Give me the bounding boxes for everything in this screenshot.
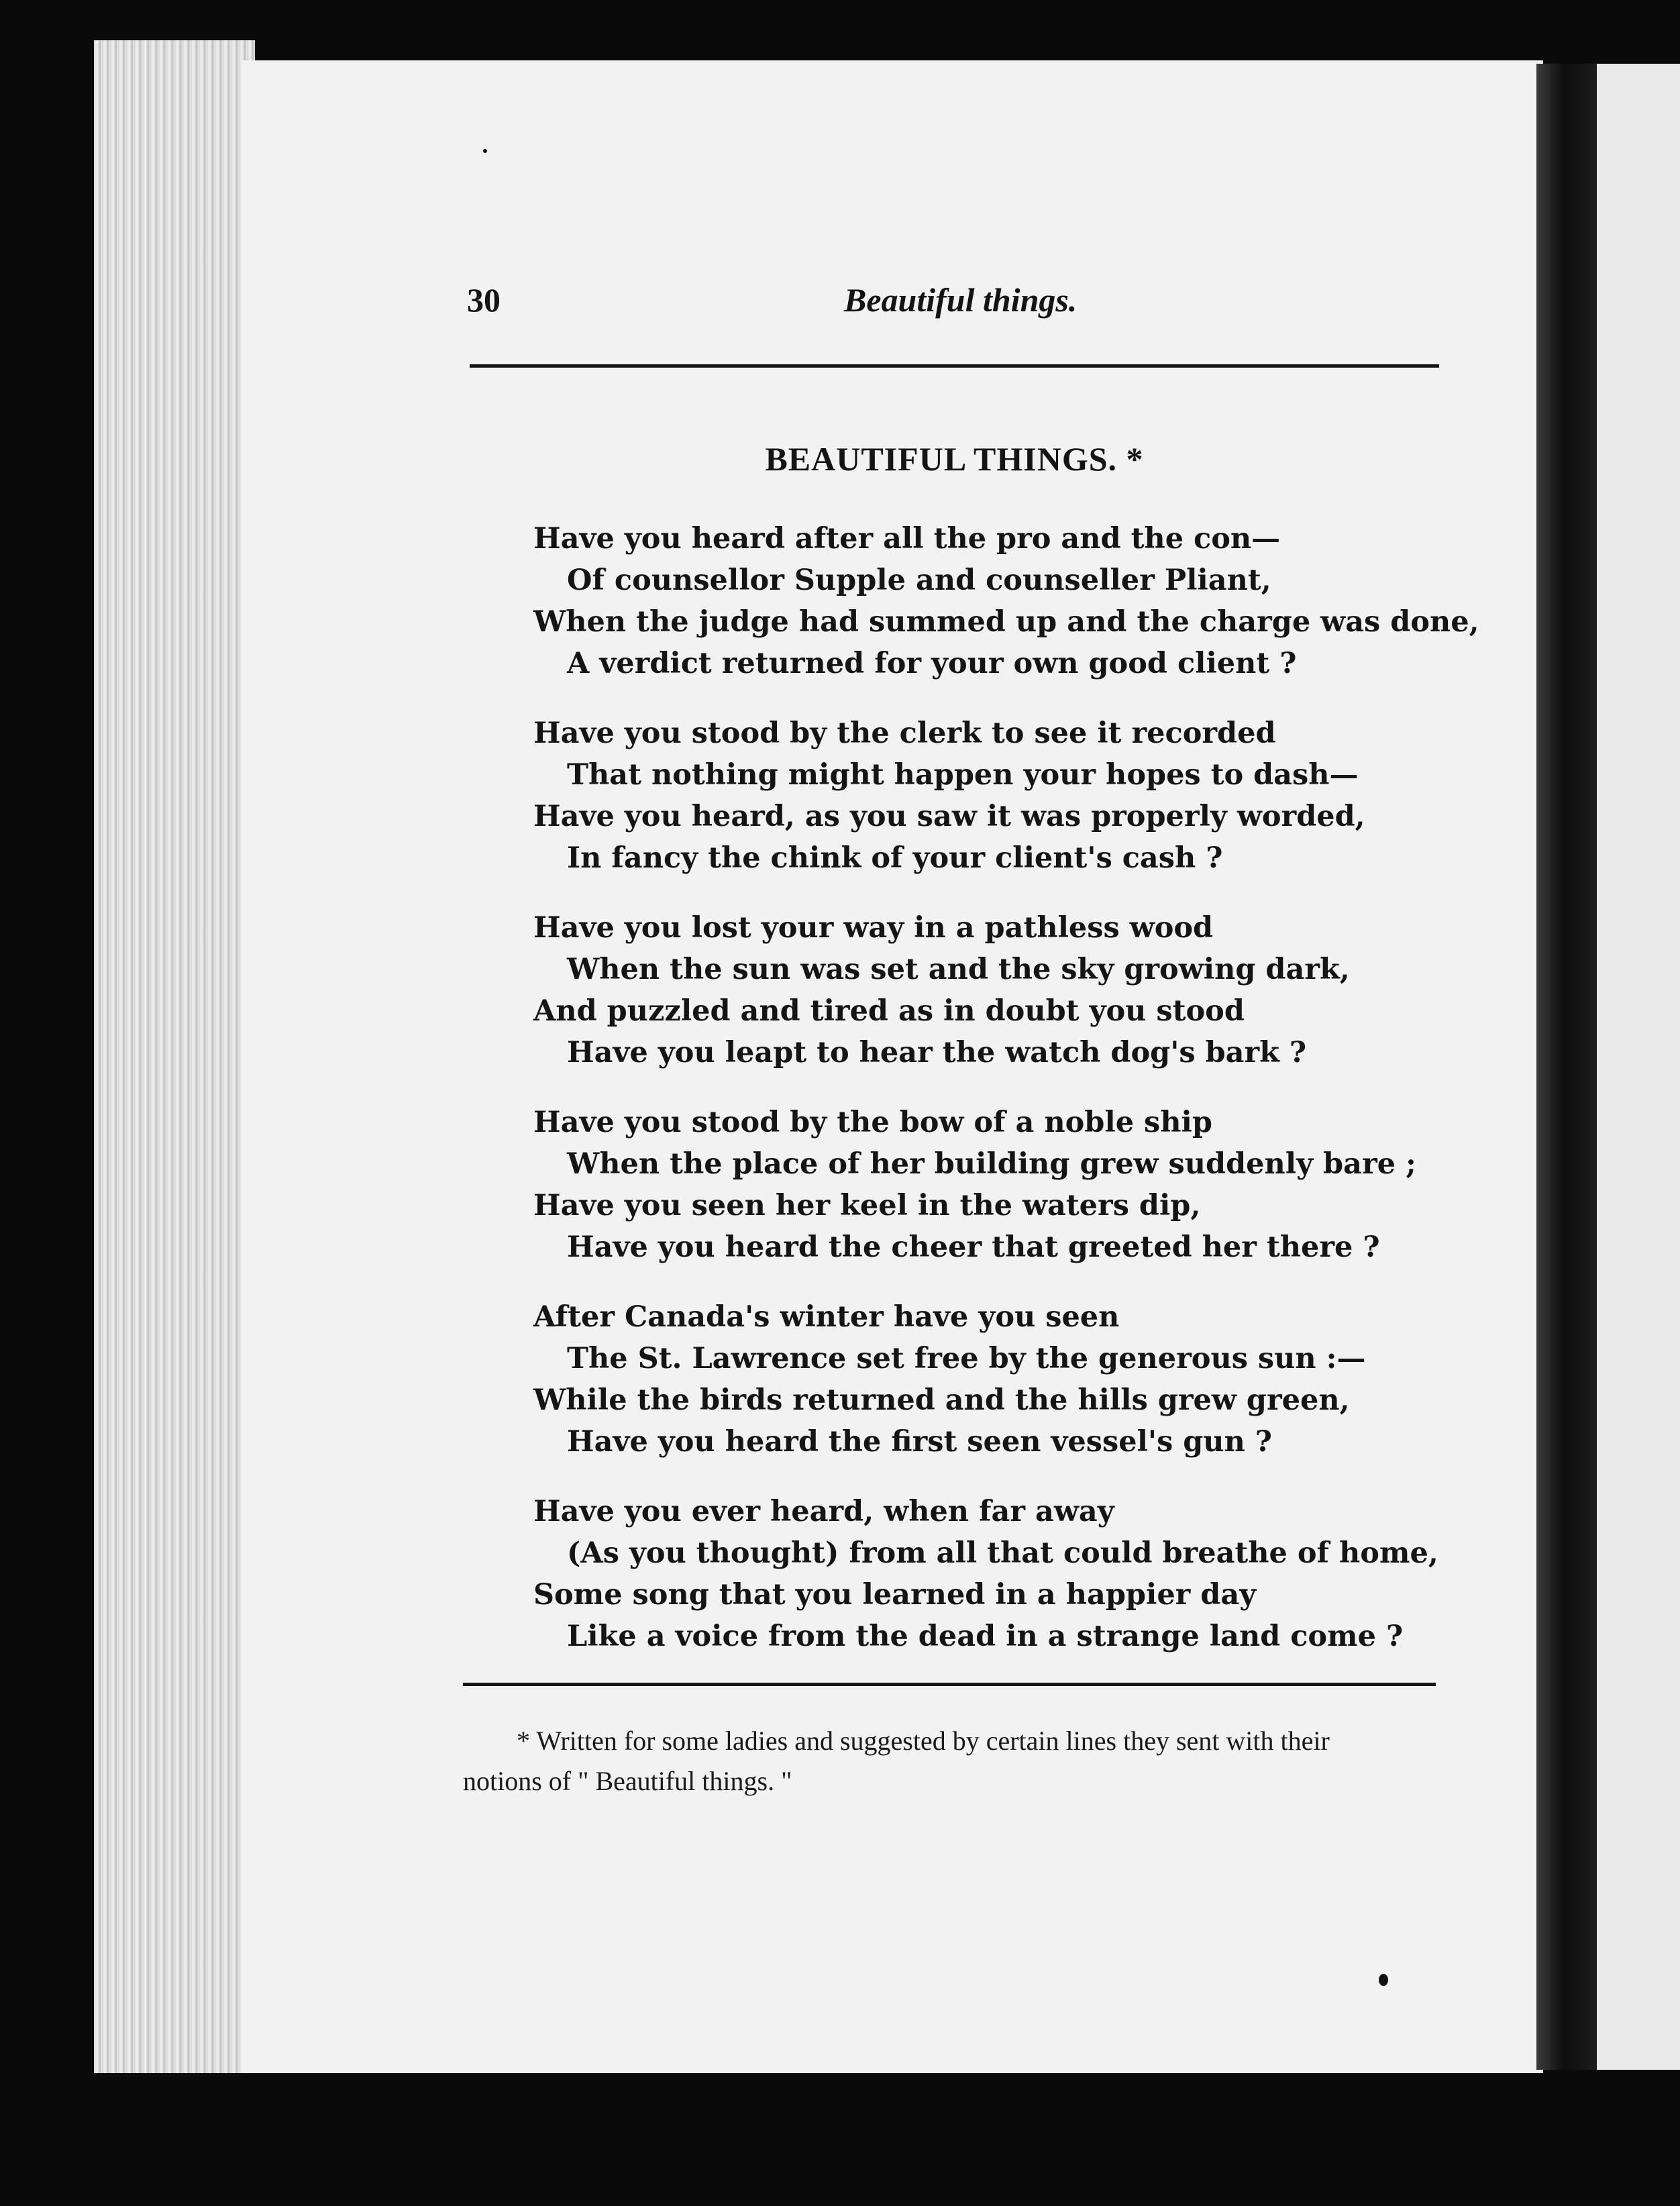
opposite-page-edge	[1597, 64, 1680, 2070]
poem-line: When the sun was set and the sky growing dark,	[567, 953, 1350, 986]
footnote	[463, 1721, 1442, 1801]
poem-line: A verdict returned for your own good client ?	[567, 647, 1297, 680]
footnote-line: * Written for some ladies and suggested by certain lines they sent with their	[517, 1726, 1330, 1756]
stanza	[533, 1102, 1473, 1268]
poem-line: Some song that you learned in a happier day	[533, 1578, 1257, 1612]
running-title: Beautiful things.	[844, 281, 1078, 319]
poem-line: When the place of her building grew suddenly bare ;	[567, 1147, 1416, 1181]
book-gutter	[1536, 64, 1597, 2070]
poem-line: Have you ever heard, when far away	[533, 1495, 1114, 1528]
stanza	[533, 518, 1479, 684]
poem-line: That nothing might happen your hopes to dash—	[567, 758, 1359, 792]
poem-line: In fancy the chink of your client's cash ?	[567, 841, 1223, 875]
poem-line: When the judge had summed up and the charge was done,	[533, 605, 1479, 639]
poem-body	[533, 518, 1479, 1685]
poem-line: Have you stood by the bow of a noble ship	[533, 1106, 1212, 1139]
poem-line: Like a voice from the dead in a strange land come ?	[567, 1620, 1404, 1653]
poem-line: The St. Lawrence set free by the generous sun :—	[567, 1342, 1366, 1375]
header-rule	[470, 364, 1439, 368]
poem-line: Have you leapt to hear the watch dog's bark ?	[567, 1036, 1307, 1069]
stanza	[533, 1296, 1473, 1463]
stanza	[533, 713, 1473, 879]
poem-line: Have you heard the cheer that greeted her there ?	[567, 1230, 1380, 1264]
poem-line: After Canada's winter have you seen	[533, 1300, 1120, 1334]
stanza	[533, 1491, 1473, 1657]
poem-line: And puzzled and tired as in doubt you stood	[533, 994, 1245, 1028]
poem-line: Of counsellor Supple and counseller Pliant,	[567, 564, 1271, 597]
running-header	[0, 280, 1680, 341]
ink-speck	[483, 149, 487, 153]
poem-line: (As you thought) from all that could breathe of home,	[567, 1536, 1438, 1570]
poem-line: Have you heard the first seen vessel's gun ?	[567, 1425, 1273, 1459]
poem-line: Have you heard after all the pro and the con—	[533, 522, 1281, 556]
poem-line: Have you seen her keel in the waters dip,	[533, 1189, 1201, 1222]
footnote-line: notions of " Beautiful things. "	[463, 1766, 792, 1796]
page-number: 30	[467, 281, 501, 319]
poem-line: Have you stood by the clerk to see it recorded	[533, 717, 1276, 750]
poem-line: Have you heard, as you saw it was properly worded,	[533, 800, 1365, 833]
ink-speck	[1379, 1974, 1388, 1986]
page-edges	[94, 40, 255, 2073]
poem-title: BEAUTIFUL THINGS. *	[765, 440, 1144, 478]
poem-line: While the birds returned and the hills grew green,	[533, 1383, 1350, 1417]
stanza	[533, 907, 1473, 1073]
poem-line: Have you lost your way in a pathless wood	[533, 911, 1214, 945]
footnote-rule	[463, 1683, 1436, 1686]
